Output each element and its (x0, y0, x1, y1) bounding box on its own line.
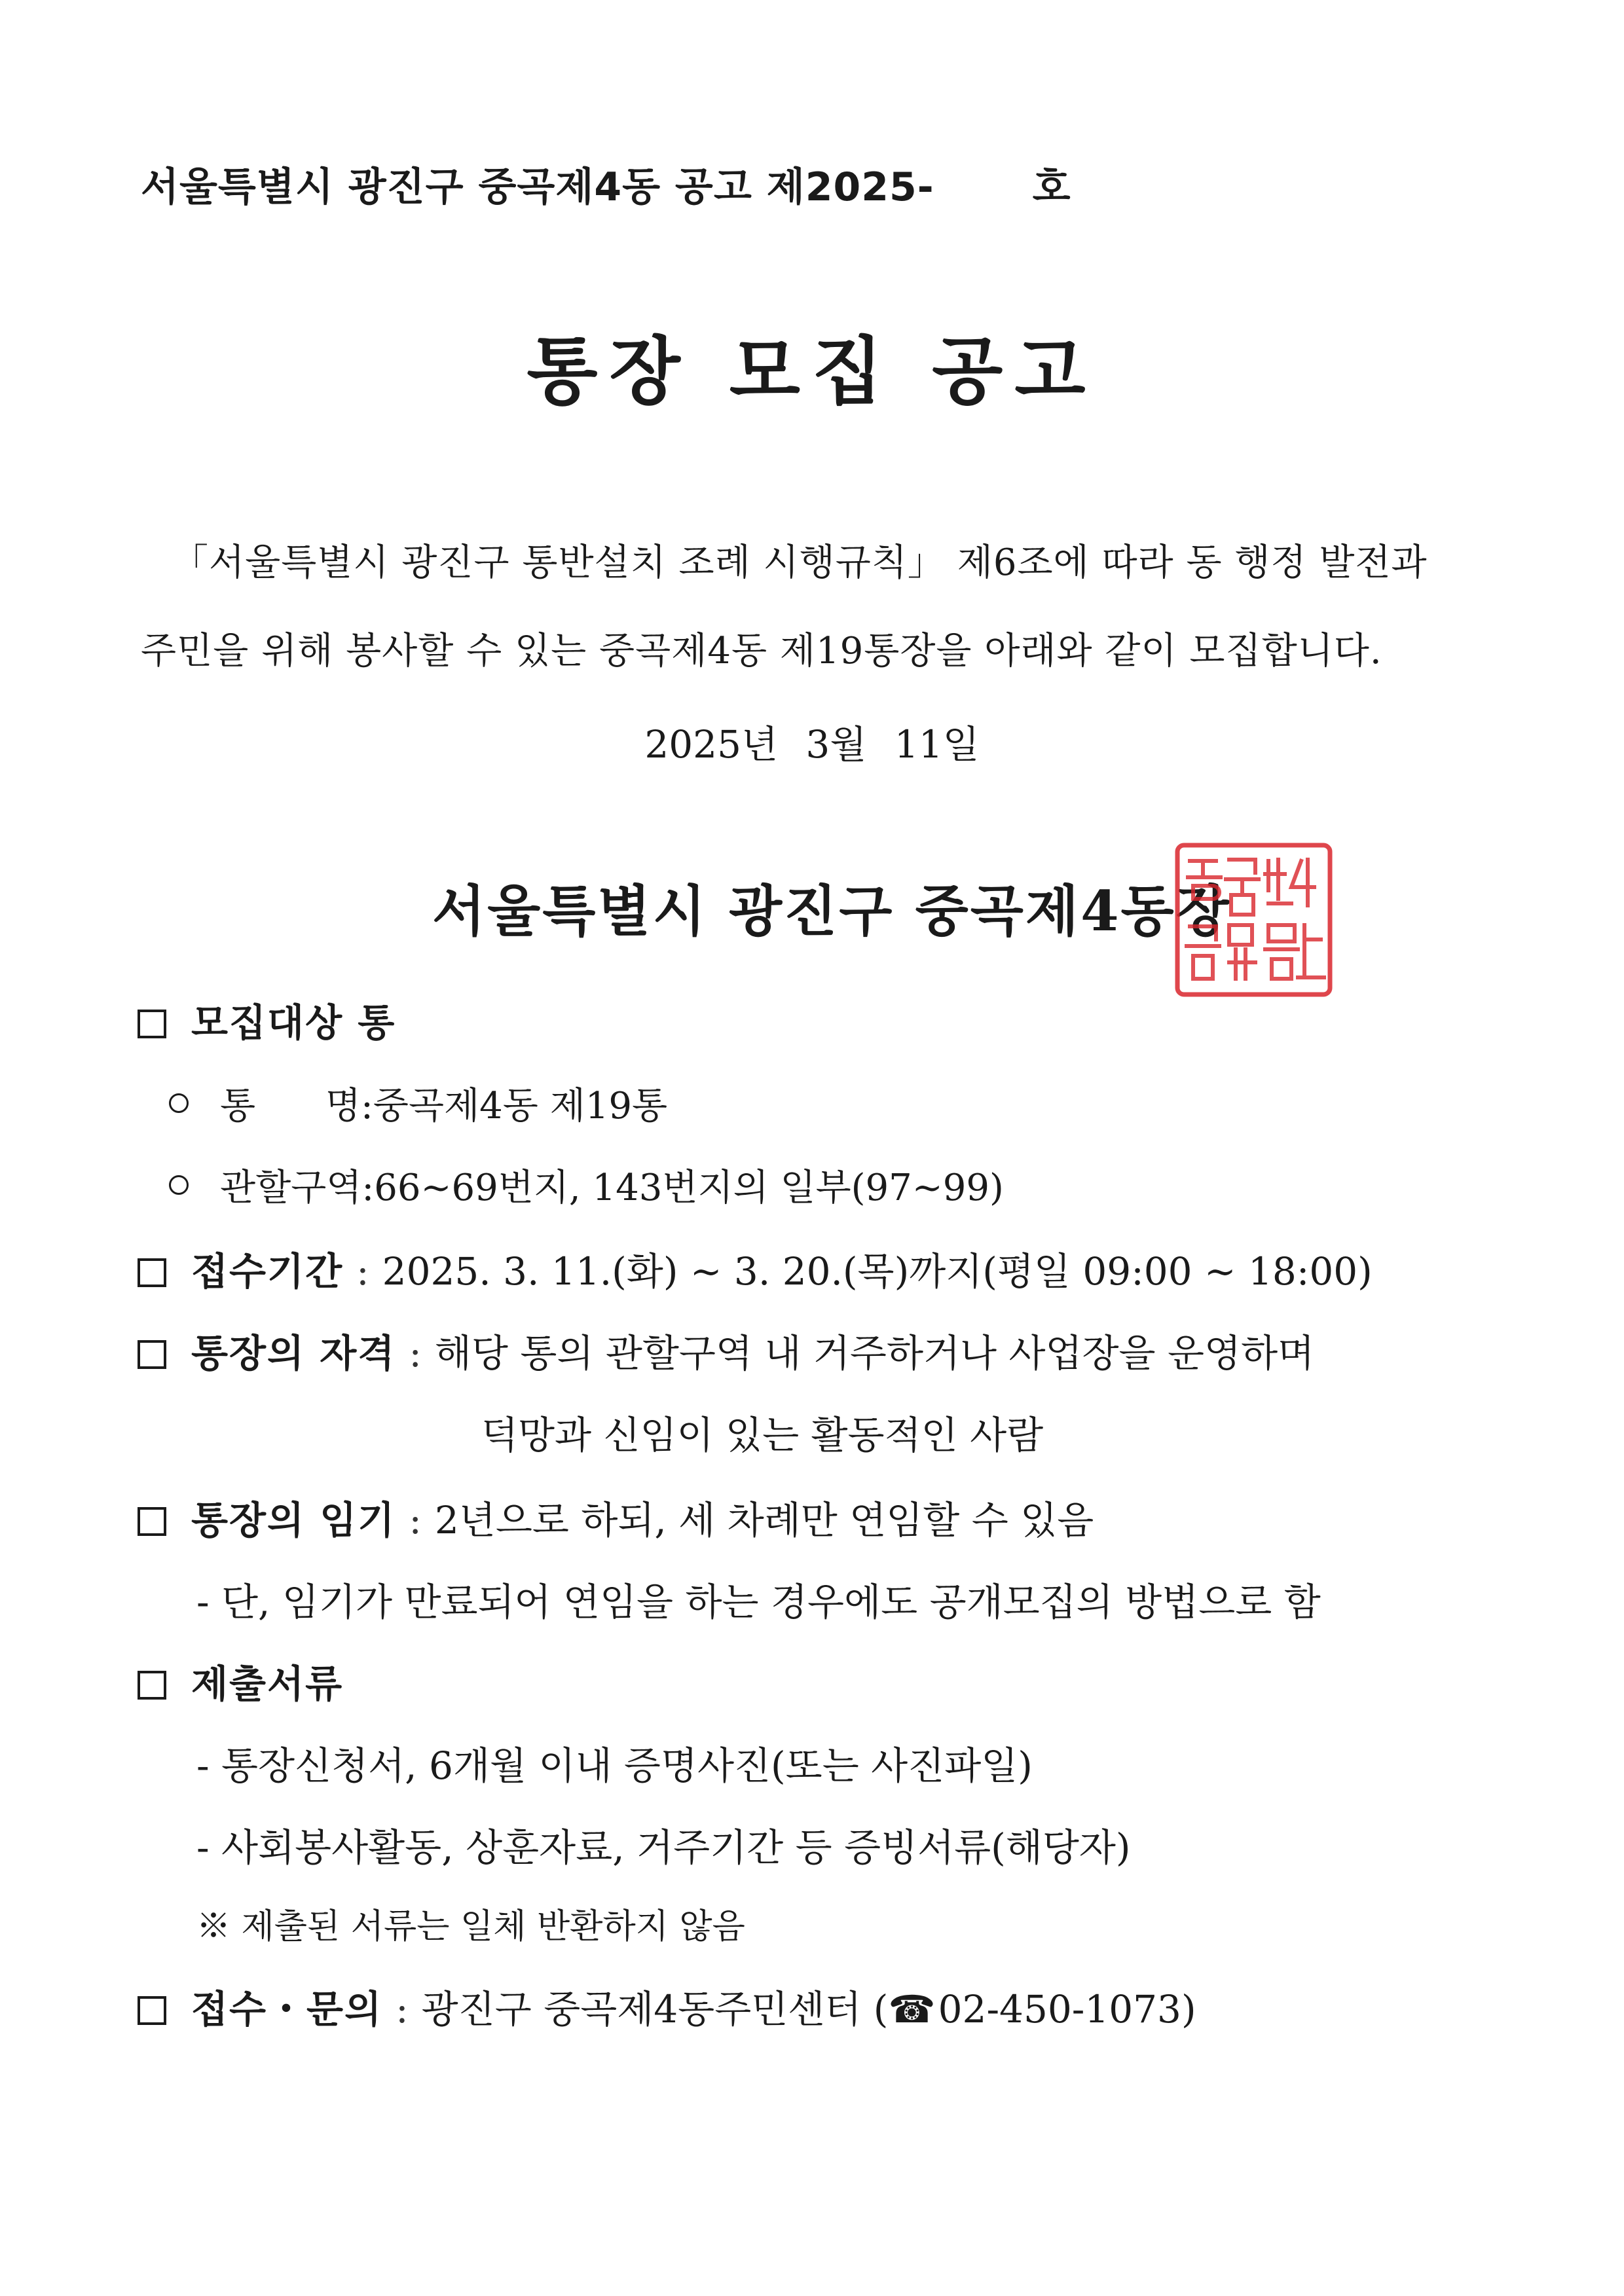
section-contact: 접수・문의 : 광진구 중곡제4동주민센터 (☎02-450-1073) (138, 1978, 1196, 2033)
section-heading-contact: 접수・문의 (191, 1987, 383, 2032)
target-item-label: 통 명 (220, 1085, 361, 1127)
intro-line-1: 「서울특별시 광진구 통반설치 조례 시행규칙」 제6조에 따라 동 행정 발전과 (172, 541, 1428, 584)
term-value: 2년으로 하되, 세 차례만 연임할 수 있음 (434, 1498, 1094, 1542)
section-term: 통장의 임기 : 2년으로 하되, 세 차례만 연임할 수 있음 (138, 1489, 1094, 1544)
section-heading-documents: 제출서류 (191, 1662, 344, 1706)
document-title: 통장 모집 공고 (526, 329, 1098, 414)
documents-note: ※ 제출된 서류는 일체 반환하지 않음 (196, 1907, 745, 1946)
checkbox-icon (138, 1258, 166, 1287)
target-item-value: 66~69번지, 143번지의 일부(97~99) (374, 1167, 1004, 1209)
target-item-area: 관할구역:66~69번지, 143번지의 일부(97~99) (169, 1159, 1004, 1211)
section-heading-term: 통장의 임기 (191, 1498, 396, 1542)
target-item-label: 관할구역 (220, 1167, 362, 1209)
section-documents (138, 1653, 343, 1708)
checkbox-icon (138, 1507, 166, 1536)
section-heading-period: 접수기간 (191, 1249, 344, 1294)
document-number-suffix: 호 (1032, 164, 1071, 210)
target-item-name: 통 명:중곡제4동 제19통 (169, 1077, 667, 1129)
intro-line-2: 주민을 위해 봉사할 수 있는 중곡제4동 제19통장을 아래와 같이 모집합니다. (141, 630, 1382, 672)
contact-phone: 02-450-1073) (938, 1987, 1196, 2032)
documents-item: - 통장신청서, 6개월 이내 증명사진(또는 사진파일) (196, 1743, 1033, 1788)
qualification-continuation: 덕망과 신임이 있는 활동적인 사람 (481, 1413, 1044, 1457)
qualification-value: 해당 통의 관할구역 내 거주하거나 사업장을 운영하며 (434, 1331, 1315, 1376)
section-period: 접수기간 : 2025. 3. 11.(화) ~ 3. 20.(목)까지(평일 09:00 ~ 18:00) (138, 1241, 1373, 1296)
bullet-circle-icon (169, 1175, 189, 1195)
checkbox-icon (138, 1996, 166, 2025)
official-seal-stamp (1173, 841, 1334, 998)
checkbox-icon (138, 1010, 166, 1038)
checkbox-icon (138, 1671, 166, 1700)
bullet-circle-icon (169, 1093, 189, 1113)
contact-value: 광진구 중곡제4동주민센터 ( (421, 1987, 889, 2032)
telephone-icon: ☎ (888, 1987, 936, 2032)
term-note: - 단, 임기가 만료되어 연임을 하는 경우에도 공개모집의 방법으로 함 (196, 1580, 1321, 1624)
section-heading-qualification: 통장의 자격 (191, 1331, 396, 1376)
announcement-date: 2025년 3월 11일 (644, 722, 980, 767)
section-target (138, 992, 396, 1047)
documents-item: - 사회봉사활동, 상훈자료, 거주기간 등 증빙서류(해당자) (196, 1825, 1131, 1870)
section-heading-target: 모집대상 통 (191, 1000, 396, 1045)
document-number-text: 서울특별시 광진구 중곡제4동 공고 제2025- (141, 164, 934, 210)
checkbox-icon (138, 1340, 166, 1369)
section-qualification: 통장의 자격 : 해당 통의 관할구역 내 거주하거나 사업장을 운영하며 (138, 1322, 1314, 1377)
document-number (141, 156, 1071, 212)
issuer-name: 서울특별시 광진구 중곡제4동장 (432, 879, 1231, 943)
target-item-value: 중곡제4동 제19통 (373, 1085, 668, 1127)
period-value: 2025. 3. 11.(화) ~ 3. 20.(목)까지(평일 09:00 ~ 18:00) (382, 1249, 1373, 1294)
